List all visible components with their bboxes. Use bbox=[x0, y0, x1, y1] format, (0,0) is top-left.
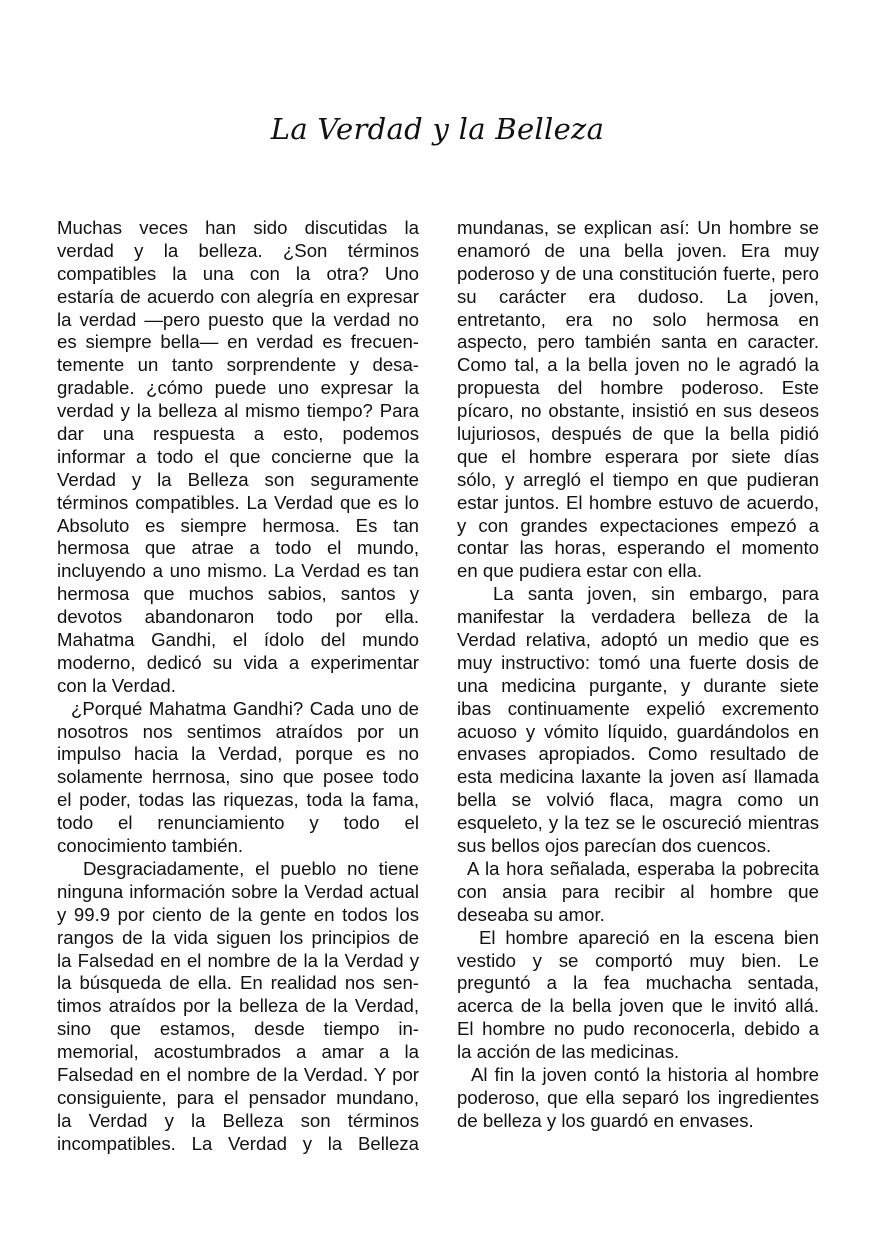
right-column bbox=[457, 217, 819, 1133]
text-line: deseaba su amor. bbox=[457, 903, 605, 925]
text-line: el poder, todas las riquezas, toda la fama, bbox=[57, 789, 419, 811]
text-line: una medicina purgante, y durante siete bbox=[457, 674, 819, 696]
text-line: muy instructivo: tomó una fuerte dosis de bbox=[457, 651, 819, 673]
text-line: gradable. ¿cómo puede uno expresar la bbox=[57, 377, 419, 399]
text-line: preguntó a la fea muchacha sentada, bbox=[457, 972, 819, 994]
text-line: Muchas veces han sido discutidas la bbox=[57, 217, 419, 238]
text-line: todo el renunciamiento y todo el bbox=[57, 812, 419, 834]
text-line: contar las horas, esperando el momento bbox=[457, 537, 819, 559]
text-line: la búsqueda de ella. En realidad nos sen- bbox=[57, 972, 419, 994]
paragraph bbox=[457, 858, 819, 927]
text-line: memorial, acostumbrados a amar a la bbox=[57, 1041, 419, 1063]
text-line: esqueleto, y la tez se le oscureció mientras bbox=[457, 812, 819, 834]
text-line: hermosa que atrae a todo el mundo, bbox=[57, 537, 419, 559]
text-line: su carácter era dudoso. La joven, bbox=[457, 285, 819, 307]
paragraph bbox=[457, 217, 819, 583]
text-line: verdad y la belleza al mismo tiempo? Para bbox=[57, 400, 419, 422]
text-line: verdad y la belleza. ¿Son términos bbox=[57, 239, 419, 261]
text-line: timos atraídos por la belleza de la Verdad, bbox=[57, 995, 419, 1017]
text-line: impulso hacia la Verdad, porque es no bbox=[57, 743, 419, 765]
paragraph bbox=[57, 698, 419, 858]
text-line: Verdad y la Belleza son seguramente bbox=[57, 468, 419, 490]
text-line: moderno, dedicó su vida a experimentar bbox=[57, 651, 419, 673]
text-line: solamente herrnosa, sino que posee todo bbox=[57, 766, 419, 788]
text-line: lujuriosos, después de que la bella pidió bbox=[457, 423, 819, 445]
page-title: La Verdad y la Belleza bbox=[270, 112, 605, 146]
text-line: es siempre bella— en verdad es frecuen- bbox=[57, 331, 419, 353]
paragraph bbox=[57, 858, 419, 1156]
text-line: sino que estamos, desde tiempo in- bbox=[57, 1018, 419, 1040]
text-line: mundanas, se explican así: Un hombre se bbox=[457, 217, 819, 238]
text-line: enamoró de una bella joven. Era muy bbox=[457, 239, 819, 261]
text-line: Al fin la joven contó la historia al hombre bbox=[471, 1063, 819, 1085]
text-line: incluyendo a uno mismo. La Verdad es tan bbox=[57, 560, 419, 582]
text-line: Verdad relativa, adoptó un medio que es bbox=[457, 629, 819, 651]
text-line: la Verdad y la Belleza son términos bbox=[57, 1109, 419, 1131]
text-line: bella se volvió flaca, magra como un bbox=[457, 789, 819, 811]
text-line: Como tal, a la bella joven no le agradó la bbox=[457, 354, 819, 376]
left-column bbox=[57, 217, 419, 1156]
text-line: sólo, y arregló el tiempo en que pudieran bbox=[457, 468, 819, 490]
text-line: ibas continuamente expelió excremento bbox=[457, 697, 819, 719]
text-line: con ansia para recibir al hombre que bbox=[457, 880, 819, 902]
text-line: estar juntos. El hombre estuvo de acuerdo, bbox=[457, 491, 819, 513]
text-line: términos compatibles. La Verdad que es lo bbox=[57, 491, 419, 513]
text-line: Absoluto es siempre hermosa. Es tan bbox=[57, 514, 419, 536]
text-line: acerca de la bella joven que le invitó allá. bbox=[457, 995, 819, 1017]
text-line: El hombre apareció en la escena bien bbox=[479, 926, 819, 948]
text-line: ninguna información sobre la Verdad actual bbox=[57, 880, 419, 902]
paragraph bbox=[457, 583, 819, 858]
text-line: poderoso, que ella separó los ingredientes bbox=[457, 1086, 819, 1108]
text-line: de belleza y los guardó en envases. bbox=[457, 1109, 754, 1131]
text-line: conocimiento también. bbox=[57, 835, 244, 857]
text-line: poderoso y de una constitución fuerte, pero bbox=[457, 262, 819, 284]
paragraph bbox=[457, 1064, 819, 1133]
text-line: aspecto, pero también santa en caracter. bbox=[457, 331, 819, 353]
paragraph bbox=[57, 217, 419, 698]
text-line: A la hora señalada, esperaba la pobrecita bbox=[467, 857, 819, 879]
text-line: la Falsedad en el nombre de la la Verdad y bbox=[57, 949, 419, 971]
text-line: la verdad —pero puesto que la verdad no bbox=[57, 308, 419, 330]
text-line: la acción de las medicinas. bbox=[457, 1041, 680, 1063]
text-line: con la Verdad. bbox=[57, 674, 176, 696]
text-line: dar una respuesta a esto, podemos bbox=[57, 423, 419, 445]
text-line: nosotros nos sentimos atraídos por un bbox=[57, 720, 419, 742]
text-line: El hombre no pudo reconocerla, debido a bbox=[457, 1018, 819, 1040]
text-line: y 99.9 por ciento de la gente en todos los bbox=[57, 903, 419, 925]
text-line: rangos de la vida siguen los principios de bbox=[57, 926, 419, 948]
text-line: ¿Porqué Mahatma Gandhi? Cada uno de bbox=[71, 697, 419, 719]
text-line: y con grandes expectaciones empezó a bbox=[457, 514, 819, 536]
text-line: incompatibles. La Verdad y la Belleza bbox=[57, 1132, 419, 1154]
text-line: hermosa que muchos sabios, santos y bbox=[57, 583, 419, 605]
text-line: envases apropiados. Como resultado de bbox=[457, 743, 819, 765]
text-line: Desgraciadamente, el pueblo no tiene bbox=[83, 857, 419, 879]
text-line: La santa joven, sin embargo, para bbox=[493, 583, 819, 605]
text-line: Falsedad en el nombre de la Verdad. Y por bbox=[57, 1063, 419, 1085]
text-line: manifestar la verdadera belleza de la bbox=[457, 606, 819, 628]
text-line: acuoso y vómito líquido, guardándolos en bbox=[457, 720, 819, 742]
text-line: que el hombre esperara por siete días bbox=[457, 445, 819, 467]
text-line: pícaro, no obstante, insistió en sus deseos bbox=[457, 400, 819, 422]
text-line: informar a todo el que concierne que la bbox=[57, 445, 419, 467]
text-line: entretanto, era no solo hermosa en bbox=[457, 308, 819, 330]
text-line: sus bellos ojos parecían dos cuencos. bbox=[457, 835, 772, 857]
text-line: devotos abandonaron todo por ella. bbox=[57, 606, 419, 628]
text-line: compatibles la una con la otra? Uno bbox=[57, 262, 419, 284]
text-line: temente un tanto sorprendente y desa- bbox=[57, 354, 419, 376]
text-line: en que pudiera estar con ella. bbox=[457, 560, 702, 582]
text-line: vestido y se comportó muy bien. Le bbox=[457, 949, 819, 971]
text-line: esta medicina laxante la joven así llamada bbox=[457, 766, 819, 788]
text-line: Mahatma Gandhi, el ídolo del mundo bbox=[57, 629, 419, 651]
paragraph bbox=[457, 927, 819, 1064]
text-line: propuesta del hombre poderoso. Este bbox=[457, 377, 819, 399]
text-line: consiguiente, para el pensador mundano, bbox=[57, 1086, 419, 1108]
text-line: estaría de acuerdo con alegría en expresar bbox=[57, 285, 419, 307]
